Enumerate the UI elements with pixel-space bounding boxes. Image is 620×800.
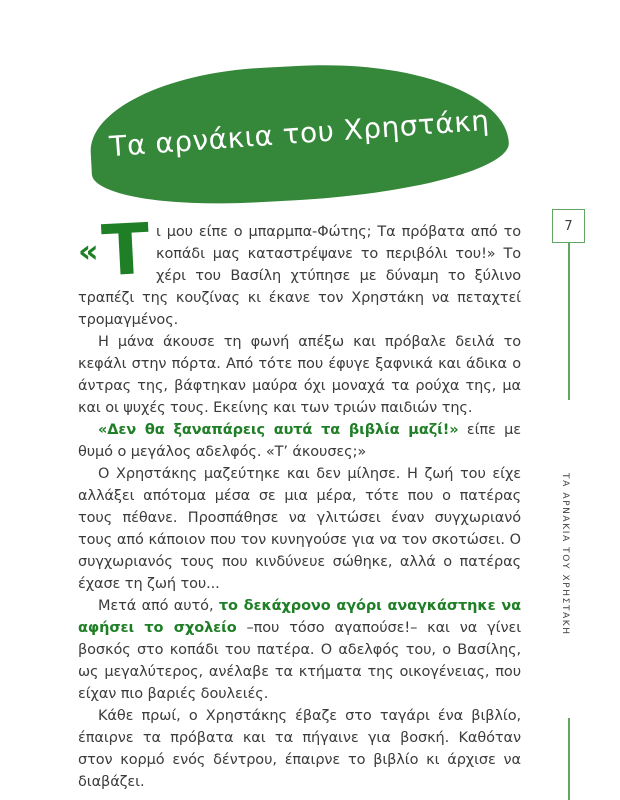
drop-cap-letter: Τ	[99, 207, 152, 293]
margin-rule-bottom	[568, 718, 570, 800]
text-run: ι μου είπε ο μπαρμπα-Φώτης; Τα πρόβατα από το κοπάδι μας καταστρέψανε το περιβόλι του!» Το χέρι του Βασίλη χτύπησε με δύναμη το ξύλινο τραπέζι της κουζίνας κι έκανε τον Χρηστάκη να πεταχτεί τρομαγμένος.	[78, 224, 521, 328]
accent-text: «Δεν θα ξαναπάρεις αυτά τα βιβλία μαζί!»	[98, 422, 459, 438]
text-run: Μετά από αυτό,	[98, 598, 219, 614]
accent-text: το δεκάχρονο αγόρι αναγκάστηκε να αφήσει το σχολείο	[78, 598, 521, 636]
chapter-title-blob	[87, 55, 511, 211]
text-run: –που τόσο αγαπούσε!– και να γίνει βοσκός στο κοπάδι του πατέρα. Ο αδελφός του, ο Βασίλης, ως μεγαλύτερος, ανέλαβε τα κτήματα της οικογένειας, που είχαν πιο βαριές δουλειές.	[78, 620, 522, 702]
drop-cap-quote-mark: «	[78, 232, 99, 270]
paragraph	[78, 331, 521, 419]
page-number: 7	[564, 218, 573, 234]
text-run: Κάθε πρωί, ο Χρηστάκης έβαζε στο ταγάρι ένα βιβλίο, έπαιρνε τα πρόβατα και τα πήγαινε για βοσκή. Καθόταν στον κορμό ενός δέντρου, έπαιρνε το βιβλίο κι άρχισε να διαβάζει.	[78, 708, 521, 790]
running-title-vertical: ΤΑ ΑΡΝΑΚΙΑ ΤΟΥ ΧΡΗΣΤΑΚΗ	[560, 473, 570, 636]
chapter-title: Τα αρνάκια του Χρηστάκη	[107, 103, 491, 163]
paragraph	[78, 419, 521, 463]
drop-cap	[78, 207, 152, 293]
paragraph	[78, 463, 521, 595]
text-run: είπε με θυμό ο μεγάλος αδελφός. «Τ’ άκουσες;»	[78, 422, 521, 460]
text-run: Η μάνα άκουσε τη φωνή απέξω και πρόβαλε δειλά το κεφάλι στην πόρτα. Από τότε που έφυγε ξαφνικά και άδικα ο άντρας της, βάφτηκαν μαύρα όχι μοναχά τα ρούχα της, μα και οι ψυχές τους. Εκείνης και των τριών παιδιών της.	[78, 334, 521, 416]
paragraph	[78, 595, 521, 705]
page-number-box	[552, 209, 585, 243]
body-text	[78, 207, 522, 793]
paragraph	[78, 705, 521, 793]
paragraph	[78, 207, 521, 331]
margin-rule-top	[568, 243, 570, 400]
text-run: Ο Χρηστάκης μαζεύτηκε και δεν μίλησε. Η ζωή του είχε αλλάξει απότομα μέσα σε μια μέρα, τότε που ο πατέρας τους πέθανε. Προσπάθησε να γλιτώσει έναν συγχωριανό τους από κάποιον που τον κυνηγούσε για να τον σκοτώσει. Ο συγχωριανός τους που κινδύνευε σώθηκε, αλλά ο πατέρας έχασε τη ζωή του...	[78, 466, 521, 592]
